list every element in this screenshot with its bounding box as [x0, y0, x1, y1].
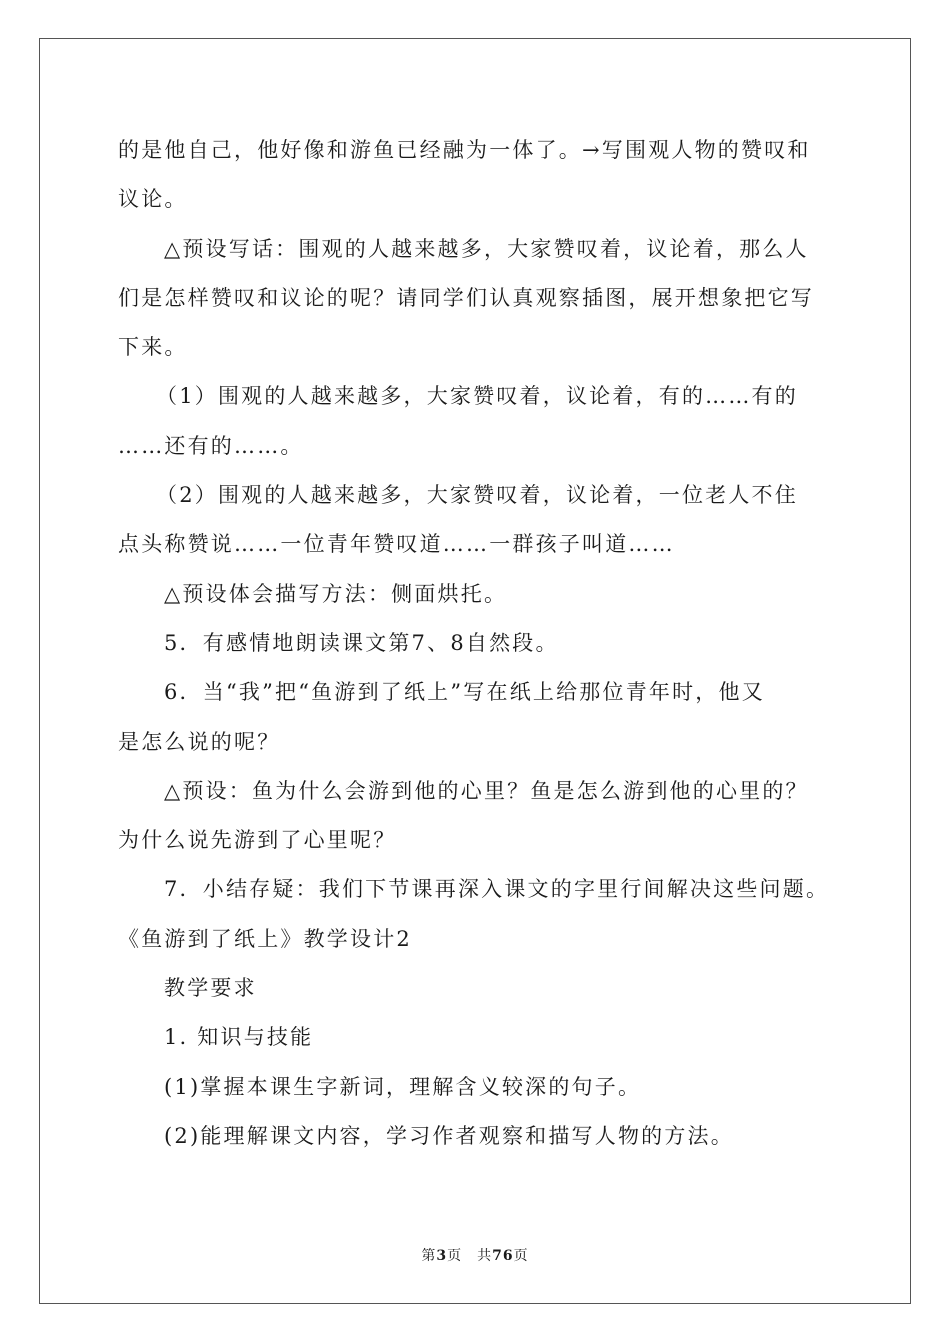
text-line: 点头称赞说……一位青年赞叹道……一群孩子叫道…… [118, 532, 675, 557]
text-line: 为什么说先游到了心里呢？ [118, 828, 397, 853]
text-line: （2）围观的人越来越多，大家赞叹着，议论着，一位老人不住 [156, 483, 798, 508]
footer-page-number: 3 [436, 1248, 448, 1264]
text-line: (2)能理解课文内容，学习作者观察和描写人物的方法。 [164, 1123, 734, 1148]
document-body [118, 126, 838, 1161]
text-line: 《鱼游到了纸上》教学设计2 [118, 926, 412, 951]
text-line: 教学要求 [164, 976, 257, 1001]
text-line: △预设写话：围观的人越来越多，大家赞叹着，议论着，那么人 [164, 236, 809, 261]
footer-suffix: 页 [513, 1248, 529, 1264]
footer-mid: 页 共 [447, 1248, 493, 1264]
text-line: （1）围观的人越来越多，大家赞叹着，议论着，有的……有的 [156, 384, 798, 409]
footer-total-pages: 76 [492, 1248, 514, 1264]
text-line: △预设体会描写方法：侧面烘托。 [164, 581, 508, 606]
text-line: △预设：鱼为什么会游到他的心里？鱼是怎么游到他的心里的？ [164, 778, 809, 803]
text-line: 7．小结存疑：我们下节课再深入课文的字里行间解决这些问题。 [164, 877, 830, 902]
footer-prefix: 第 [421, 1248, 437, 1264]
text-line: 下来。 [118, 335, 188, 360]
page-footer [0, 1245, 950, 1265]
text-line: 议论。 [118, 187, 188, 212]
text-line: ……还有的……。 [118, 433, 304, 458]
text-line: 5．有感情地朗读课文第7、8自然段。 [164, 630, 559, 655]
text-line: 的是他自己，他好像和游鱼已经融为一体了。→写围观人物的赞叹和 [118, 138, 811, 162]
text-line: (1)掌握本课生字新词，理解含义较深的句子。 [164, 1074, 642, 1099]
text-line: 们是怎样赞叹和议论的呢？请同学们认真观察插图，展开想象把它写 [118, 285, 814, 310]
text-line: 是怎么说的呢？ [118, 729, 281, 754]
text-line: 6．当“我”把“鱼游到了纸上”写在纸上给那位青年时，他又 [164, 680, 765, 705]
text-line: 1. 知识与技能 [164, 1025, 314, 1050]
